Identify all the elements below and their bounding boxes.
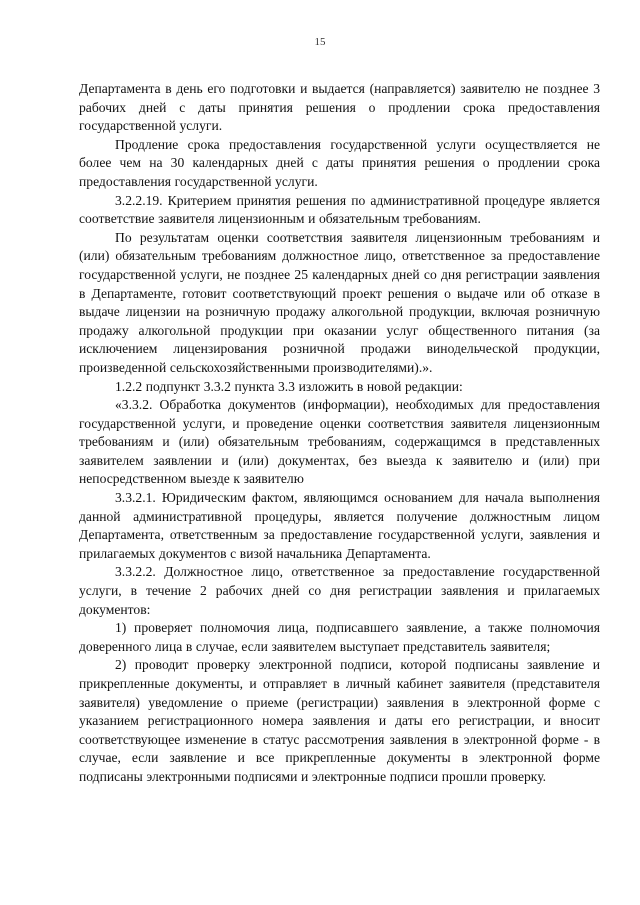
paragraph-3-3-2-2: 3.3.2.2. Должностное лицо, ответственное за предоставление государственной услуги, в течение 2 рабочих дней со дня регистрации заявления и прилагаемых документов:: [79, 564, 600, 617]
paragraph-3-3-2: «3.3.2. Обработка документов (информации), необходимых для предоставления государственной услуги, и проведение оценки соответствия заявителя лицензионным требованиям и (или) обязательным требованиям, содержащимся в представленных заявителем заявлении и (или) документах, без выезда к заявителю и (или) при непосредственном выезде к заявителю: [79, 397, 600, 487]
paragraph-3-2-2-19: 3.2.2.19. Критерием принятия решения по административной процедуре является соответствие заявителя лицензионным и обязательным требованиям.: [79, 192, 600, 227]
paragraph-assessment-results: По результатам оценки соответствия заявителя лицензионным требованиям и (или) обязательным требованиям должностное лицо, ответственное за предоставление государственной услуги, не позднее 25 календарных дней со дня регистрации заявления в Департаменте, готовит соответствующий проект решения о выдаче или об отказе в выдаче лицензии на розничную продажу алкогольной продукции, включая розничную продажу алкогольной продукции при оказании услуг общественного питания (за исключением лицензирования розничной продажи винодельческой продукции, произведенной сельскохозяйственными производителями).».: [79, 229, 600, 375]
paragraph-3-3-2-1: 3.3.2.1. Юридическим фактом, являющимся основанием для начала выполнения данной административной процедуры, является получение должностным лицом Департамента, ответственным за предоставление государственной услуги, заявления и прилагаемых документов с визой начальника Департамента.: [79, 490, 600, 561]
page-number: 15: [314, 36, 326, 48]
list-item-2: 2) проводит проверку электронной подписи, которой подписаны заявление и прикрепленные документы, и отправляет в личный кабинет заявителя (представителя заявителя) уведомление о приеме (регистрации) заявления в электронной форме с указанием регистрационного номера заявления и даты его регистрации, и вносит соответствующее изменение в статус рассмотрения заявления в электронной форме - в случае, если заявление и все прикрепленные документы в электронной форме подписаны электронными подписями и электронные подписи прошли проверку.: [79, 657, 600, 784]
list-item-1: 1) проверяет полномочия лица, подписавшего заявление, а также полномочия доверенного лица в случае, если заявителем выступает представитель заявителя;: [79, 620, 600, 654]
paragraph-extension-term: Продление срока предоставления государственной услуги осуществляется не более чем на 30 календарных дней с даты принятия решения о продлении срока предоставления государственной услуги.: [79, 136, 600, 189]
document-body: [79, 80, 600, 787]
paragraph-amendment-1-2-2: 1.2.2 подпункт 3.3.2 пункта 3.3 изложить в новой редакции:: [115, 378, 463, 394]
paragraph-continuation: Департамента в день его подготовки и выдается (направляется) заявителю не позднее 3 рабочих дней с даты принятия решения о продлении срока предоставления государственной услуги.: [79, 81, 600, 134]
